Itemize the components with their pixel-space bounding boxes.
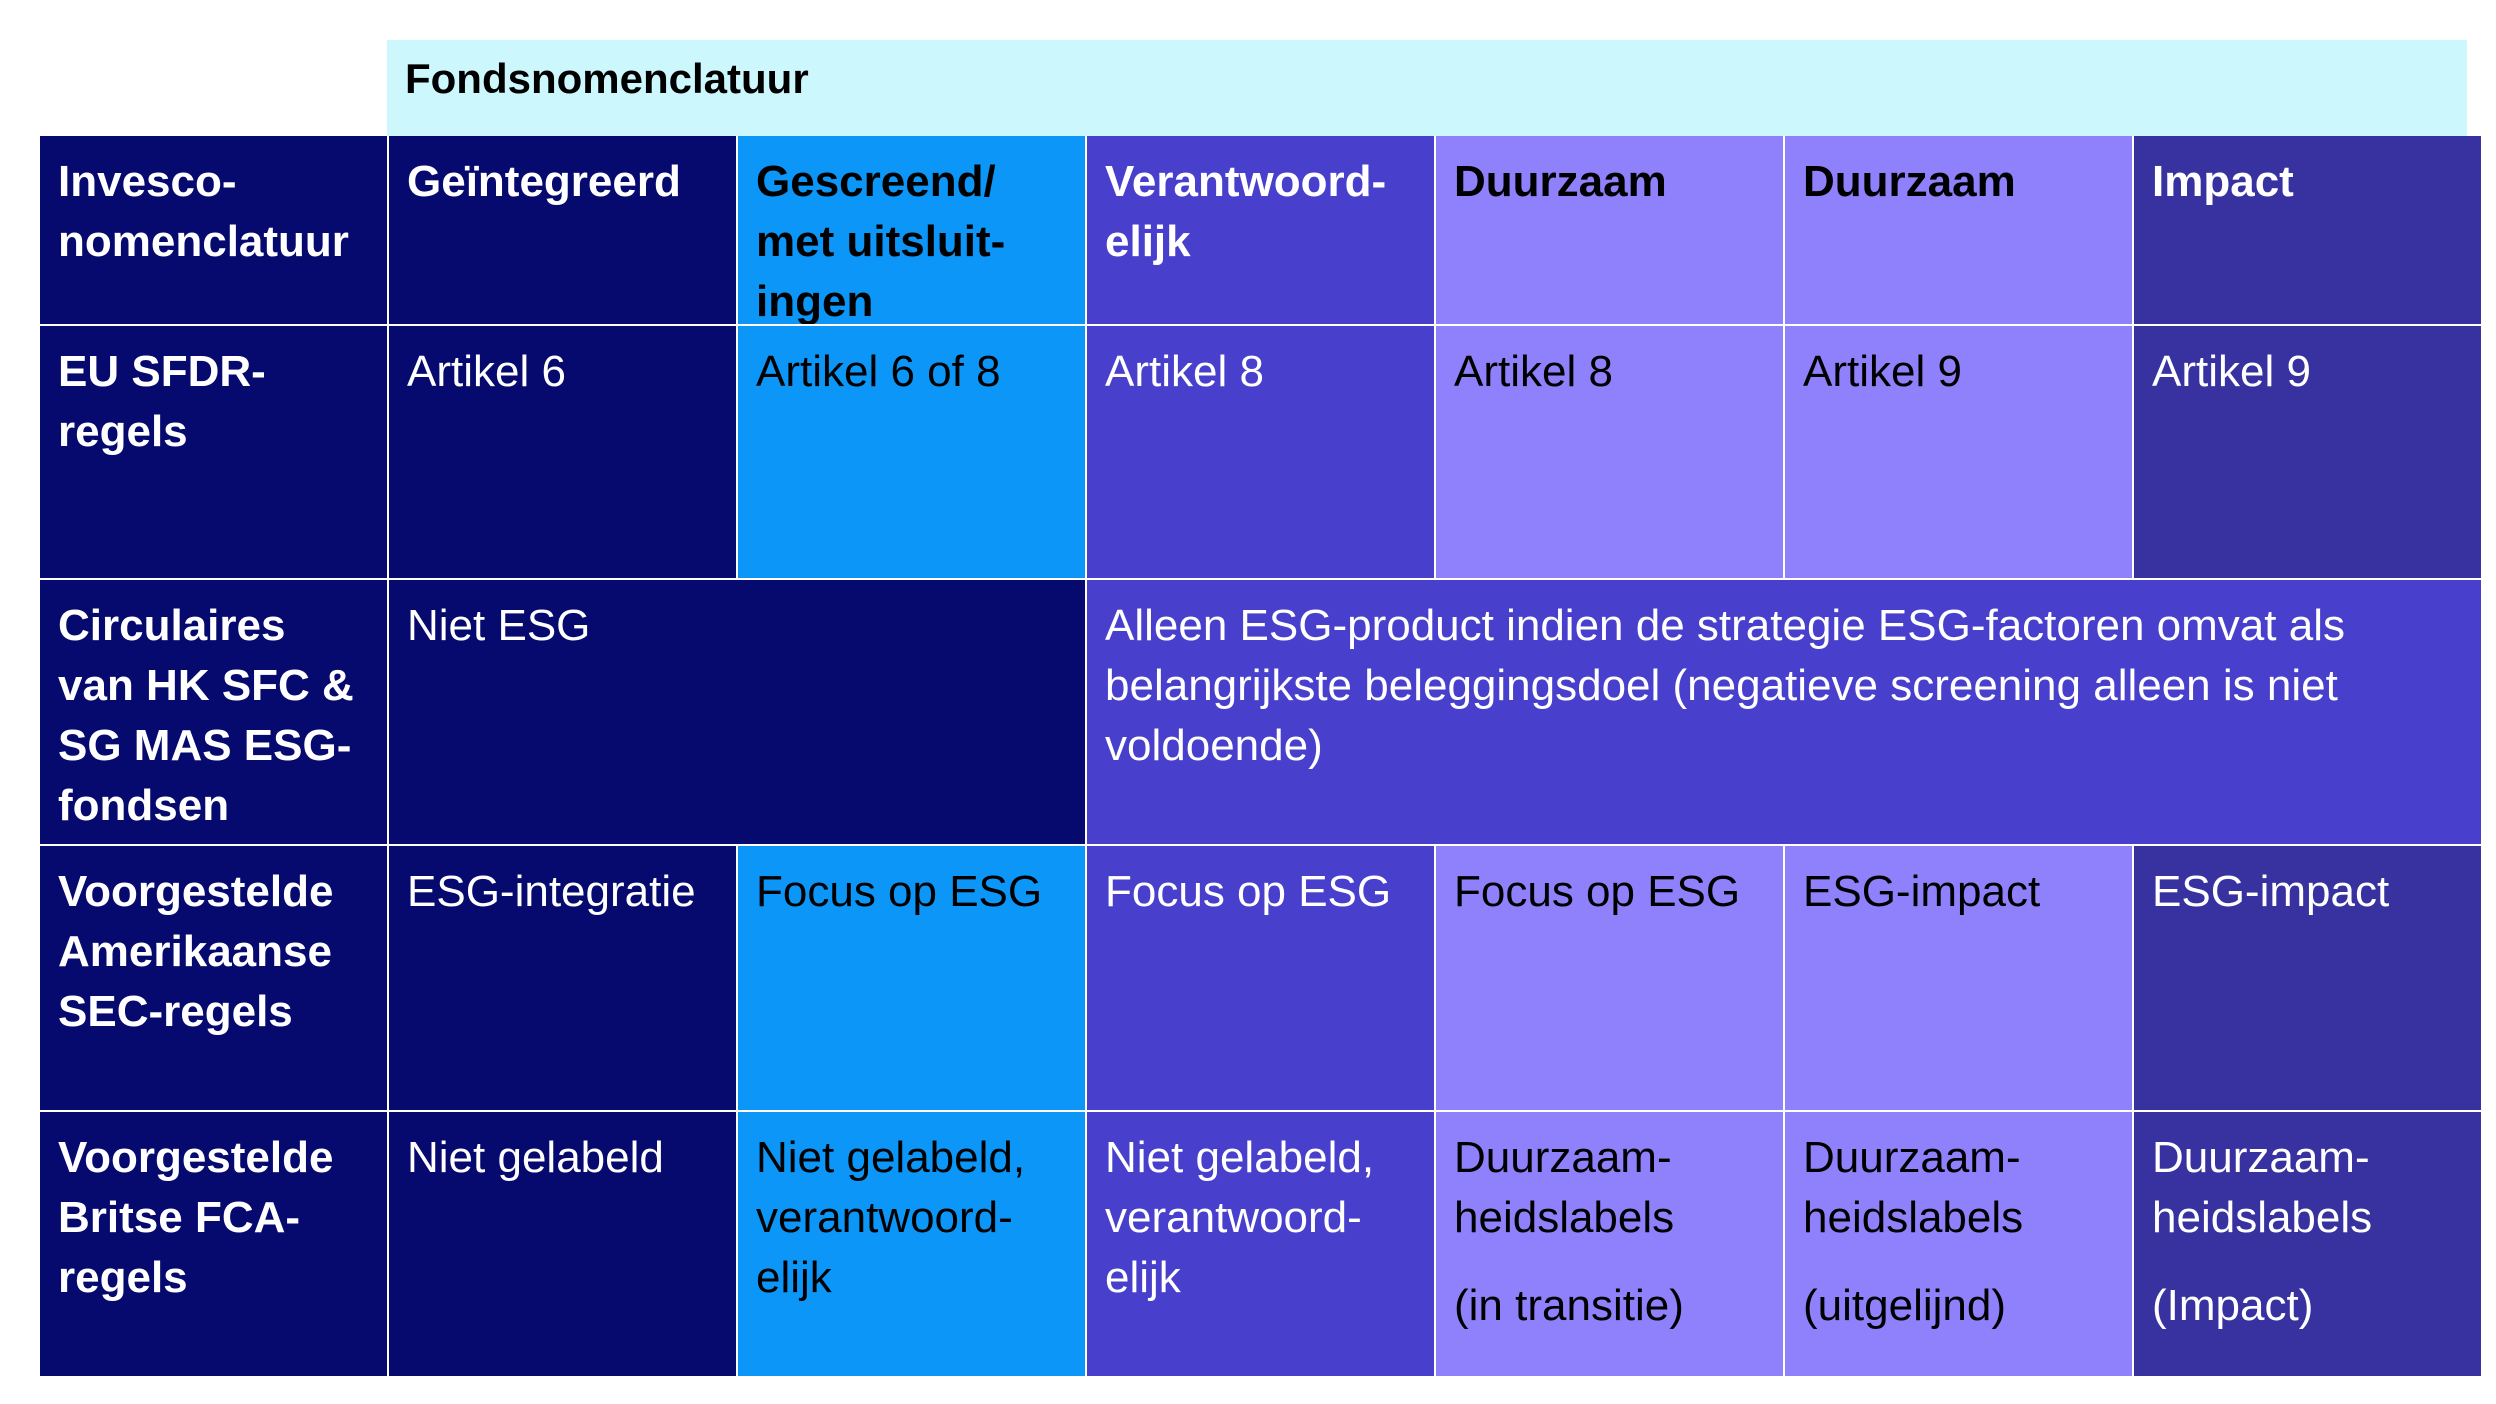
label-note: (in transitie) [1454, 1281, 1684, 1330]
table-cell: Niet gelabeld [389, 1112, 736, 1376]
table-cell-esg-product-note: Alleen ESG-product indien de strategie ESG-factoren omvat als belangrijkste beleggingsdoel (negatieve screening alleen is niet voldoende) [1087, 580, 2481, 844]
table-cell: Artikel 8 [1436, 326, 1783, 578]
table-cell: Focus op ESG [1436, 846, 1783, 1110]
label-text: Duurzaam-heidslabels [2152, 1133, 2373, 1242]
column-header-responsible: Verantwoord-elijk [1087, 136, 1434, 324]
column-header-sustainable-2: Duurzaam [1785, 136, 2132, 324]
label-note: (uitgelijnd) [1803, 1281, 2006, 1330]
table-cell: Artikel 6 of 8 [738, 326, 1085, 578]
column-header-screened: Gescreend/ met uitsluit-ingen [738, 136, 1085, 324]
label-text: Duurzaam-heidslabels [1454, 1133, 1675, 1242]
table-cell [1436, 1112, 1783, 1376]
table-cell: ESG-impact [1785, 846, 2132, 1110]
column-header-integrated: Geïntegreerd [389, 136, 736, 324]
table-cell: Artikel 6 [389, 326, 736, 578]
table-cell: ESG-integratie [389, 846, 736, 1110]
table-cell: Artikel 9 [1785, 326, 2132, 578]
table-cell: Artikel 9 [2134, 326, 2481, 578]
column-header-sustainable: Duurzaam [1436, 136, 1783, 324]
table-cell [1785, 1112, 2132, 1376]
label-text: Duurzaam-heidslabels [1803, 1133, 2024, 1242]
row-header-hk-sfc: Circulaires van HK SFC & SG MAS ESG-fondsen [40, 580, 387, 844]
table-cell: Niet gelabeld, verantwoord-elijk [1087, 1112, 1434, 1376]
table-cell: Niet gelabeld, verantwoord-elijk [738, 1112, 1085, 1376]
column-header-impact: Impact [2134, 136, 2481, 324]
row-header-fca: Voorgestelde Britse FCA-regels [40, 1112, 387, 1376]
nomenclature-table [40, 136, 2469, 1372]
table-cell: Artikel 8 [1087, 326, 1434, 578]
row-header-nomenclature: Invesco-nomenclatuur [40, 136, 387, 324]
row-header-sfdr: EU SFDR-regels [40, 326, 387, 578]
table-cell-not-esg: Niet ESG [389, 580, 1085, 844]
table-cell [2134, 1112, 2481, 1376]
table-cell: Focus op ESG [1087, 846, 1434, 1110]
table-cell: Focus op ESG [738, 846, 1085, 1110]
table-title: Fondsnomenclatuur [387, 40, 2467, 136]
label-note: (Impact) [2152, 1281, 2314, 1330]
table-cell: ESG-impact [2134, 846, 2481, 1110]
row-header-sec: Voorgestelde Amerikaanse SEC-regels [40, 846, 387, 1110]
